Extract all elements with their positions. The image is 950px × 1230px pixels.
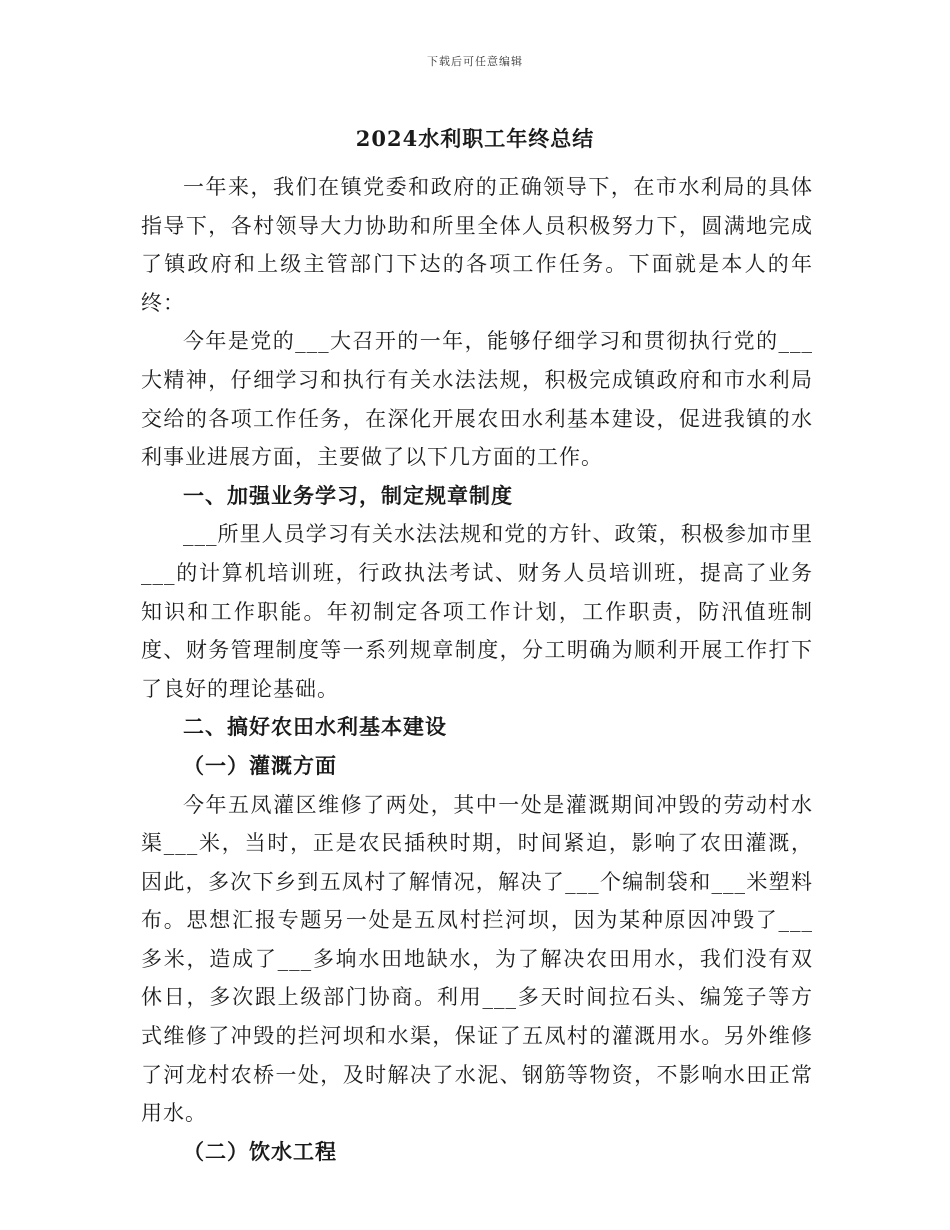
subsection-heading-irrigation: （一）灌溉方面 (183, 752, 337, 778)
paragraph-irrigation: 今年五凤灌区维修了两处，其中一处是灌溉期间冲毁的劳动村水渠___米，当时，正是农民插秧时期，时间紧迫，影响了农田灌溉，因此，多次下乡到五凤村了解情况，解决了___个编制袋和___米塑料布。思想汇报专题另一处是五凤村拦河坝，因为某种原因冲毁了___多米，造成了___多垧水田地缺水，为了解决农田用水，我们没有双休日，多次跟上级部门协商。利用___多天时间拉石头、编笼子等方式维修了冲毁的拦河坝和水渠，保证了五凤村的灌溉用水。另外维修了河龙村农桥一处，及时解决了水泥、钢筋等物资，不影响水田正常用水。 (141, 792, 813, 1126)
document-title: 2024水利职工年终总结 (355, 126, 595, 151)
section-heading-1: 一、加强业务学习，制定规章制度 (183, 482, 513, 508)
section-heading-2: 二、搞好农田水利基本建设 (183, 714, 447, 740)
header-note: 下载后可任意编辑 (427, 55, 523, 68)
subsection-heading-drinking-water: （二）饮水工程 (183, 1138, 337, 1164)
paragraph-intro: 一年来，我们在镇党委和政府的正确领导下，在市水利局的具体指导下，各村领导大力协助和所里全体人员积极努力下，圆满地完成了镇政府和上级主管部门下达的各项工作任务。下面就是本人的年终： (141, 175, 813, 315)
paragraph-overview: 今年是党的___大召开的一年，能够仔细学习和贯彻执行党的___大精神，仔细学习和执行有关水法法规，积极完成镇政府和市水利局交给的各项工作任务，在深化开展农田水利基本建设，促进我镇的水利事业进展方面，主要做了以下几方面的工作。 (141, 329, 813, 470)
paragraph-study: ___所里人员学习有关水法法规和党的方针、政策，积极参加市里___的计算机培训班，行政执法考试、财务人员培训班，提高了业务知识和工作职能。年初制定各项工作计划，工作职责，防汛值班制度、财务管理制度等一系列规章制度，分工明确为顺利开展工作打下了良好的理论基础。 (141, 522, 813, 701)
document-body (141, 168, 813, 1171)
